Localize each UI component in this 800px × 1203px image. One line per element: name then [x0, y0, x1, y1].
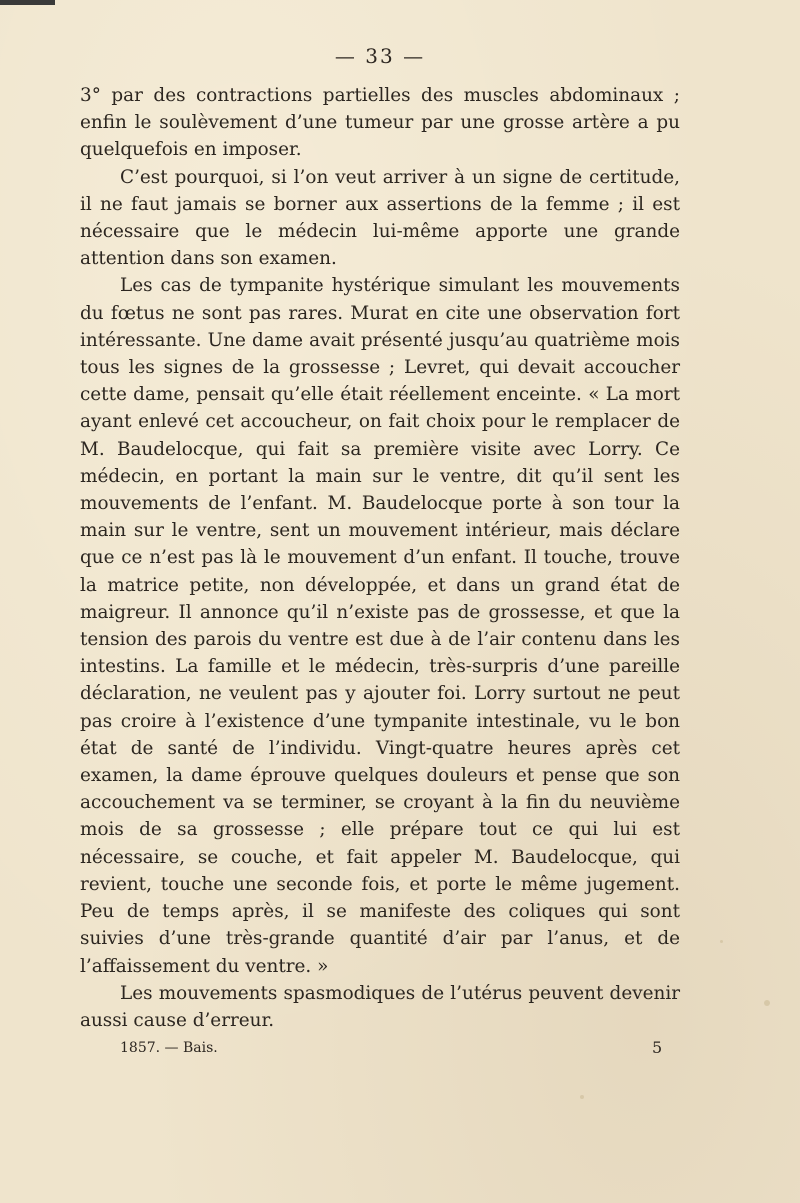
book-page	[80, 40, 680, 1059]
signature-mark: 5	[652, 1038, 663, 1058]
paper-speck	[720, 940, 723, 943]
paragraph-4: Les mouvements spasmodiques de l’utérus peuvent devenir aussi cause d’erreur.	[80, 982, 680, 1031]
paper-speck	[764, 1000, 770, 1006]
paragraph-3: Les cas de tympanite hystérique simulant les mouvements du fœtus ne sont pas rares. Murat en cite une observation fort intéressante. Une dame avait présenté jusqu’au quatrième mois tous les signes de la grossesse ; Levret, qui devait accoucher cette dame, pensait qu’elle était réellement enceinte. « La mort ayant enlevé cet accoucheur, on fait choix pour le remplacer de M. Baudelocque, qui fait sa première visite avec Lorry. Ce médecin, en portant la main sur le ventre, dit qu’il sent les mouvements de l’enfant. M. Baudelocque porte à son tour la main sur le ventre, sent un mouvement intérieur, mais déclare que ce n’est pas là le mouvement d’un enfant. Il touche, trouve la matrice petite, non développée, et dans un grand état de maigreur. Il annonce qu’il n’existe pas de grossesse, et que la tension des parois du ventre est due à de l’air contenu dans les intestins. La famille et le médecin, très-surpris d’une pareille déclaration, ne veulent pas y ajouter foi. Lorry surtout ne peut pas croire à l’existence d’une tympanite intestinale, vu le bon état de santé de l’individu. Vingt-quatre heures après cet examen, la dame éprouve quelques douleurs et pense que son accouchement va se terminer, se croyant à la fin du neuvième mois de sa grossesse ; elle prépare tout ce qui lui est nécessaire, se couche, et fait appeler M. Baudelocque, qui revient, touche une seconde fois, et porte le même jugement. Peu de temps après, il se manifeste des coliques qui sont suivies d’une très-grande quantité d’air par l’anus, et de l’affaissement du ventre. »	[80, 275, 680, 977]
corner-scan-mark	[0, 0, 55, 5]
page-number: — 33 —	[334, 44, 426, 68]
paragraph-1: 3° par des contractions partielles des muscles abdominaux ; enfin le soulèvement d’une tumeur par une grosse artère a pu quelquefois en imposer.	[80, 85, 680, 161]
paragraph-2: C’est pourquoi, si l’on veut arriver à un signe de certitude, il ne faut jamais se borner aux assertions de la femme ; il est nécessaire que le médecin lui-même apporte une grande attention dans son examen.	[80, 166, 680, 270]
page-footer	[80, 1037, 680, 1059]
printer-signature: 1857. — Bais.	[120, 1040, 218, 1057]
paper-speck	[580, 1095, 584, 1099]
